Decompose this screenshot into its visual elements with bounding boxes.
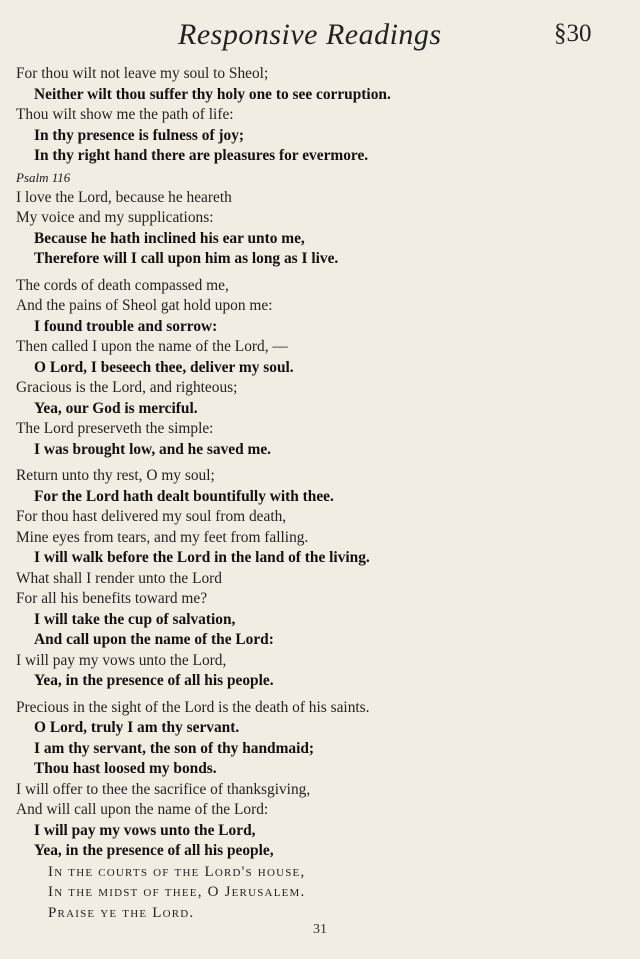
response-line: And call upon the name of the Lord: bbox=[34, 631, 274, 648]
verse-line: Then called I upon the name of the Lord, — bbox=[16, 338, 288, 355]
verse-line: And will call upon the name of the Lord: bbox=[16, 801, 269, 818]
response-line: Therefore will I call upon him as long as I live. bbox=[34, 250, 339, 267]
response-line: In thy right hand there are pleasures for evermore. bbox=[34, 147, 369, 164]
running-title: Responsive Readings bbox=[178, 18, 442, 51]
verse-line: For thou hast delivered my soul from death, bbox=[16, 508, 287, 525]
verse-line: And the pains of Sheol gat hold upon me: bbox=[16, 297, 273, 314]
response-line: Thou hast loosed my bonds. bbox=[34, 760, 217, 777]
section-number: §30 bbox=[554, 20, 592, 47]
response-line: Yea, in the presence of all his people. bbox=[34, 672, 274, 689]
response-line: I will walk before the Lord in the land of the living. bbox=[34, 549, 370, 566]
response-line: I was brought low, and he saved me. bbox=[34, 440, 272, 458]
response-line: O Lord, truly I am thy servant. bbox=[34, 719, 240, 736]
page-header bbox=[0, 14, 640, 58]
response-line: In thy presence is fulness of joy; bbox=[34, 126, 245, 144]
response-line: Yea, our God is merciful. bbox=[34, 399, 198, 417]
closing-line: Praise ye the Lord. bbox=[48, 904, 195, 921]
response-line: For the Lord hath dealt bountifully with thee. bbox=[34, 487, 334, 505]
verse-line: Mine eyes from tears, and my feet from falling. bbox=[16, 528, 309, 546]
verse-line: Precious in the sight of the Lord is the death of his saints. bbox=[16, 698, 370, 716]
verse-line: For thou wilt not leave my soul to Sheol; bbox=[16, 65, 269, 82]
verse-line: Thou wilt show me the path of life: bbox=[16, 106, 234, 123]
verse-line: Return unto thy rest, O my soul; bbox=[16, 467, 215, 484]
closing-line: In the courts of the Lord's house, bbox=[48, 863, 306, 880]
response-line: I found trouble and sorrow: bbox=[34, 317, 218, 335]
verse-line: The cords of death compassed me, bbox=[16, 276, 229, 294]
response-line: Because he hath inclined his ear unto me, bbox=[34, 229, 305, 247]
response-line: Neither wilt thou suffer thy holy one to see corruption. bbox=[34, 85, 391, 103]
closing-line: In the midst of thee, O Jerusalem. bbox=[48, 884, 306, 900]
response-line: I will take the cup of salvation, bbox=[34, 610, 236, 628]
verse-line: The Lord preserveth the simple: bbox=[16, 420, 214, 437]
verse-line: Gracious is the Lord, and righteous; bbox=[16, 379, 238, 396]
verse-line: For all his benefits toward me? bbox=[16, 590, 208, 607]
reading-text bbox=[16, 64, 631, 923]
verse-line: I will offer to thee the sacrifice of thanksgiving, bbox=[16, 780, 311, 798]
verse-line: What shall I render unto the Lord bbox=[16, 569, 222, 587]
verse-line: I will pay my vows unto the Lord, bbox=[16, 651, 227, 669]
response-line: I will pay my vows unto the Lord, bbox=[34, 821, 256, 839]
response-line: I am thy servant, the son of thy handmaid; bbox=[34, 739, 315, 757]
response-line: Yea, in the presence of all his people, bbox=[34, 842, 274, 859]
psalm-label: Psalm 116 bbox=[16, 169, 71, 185]
page-number: 31 bbox=[313, 922, 327, 937]
verse-line: My voice and my supplications: bbox=[16, 209, 214, 226]
verse-line: I love the Lord, because he heareth bbox=[16, 188, 232, 206]
response-line: O Lord, I beseech thee, deliver my soul. bbox=[34, 358, 294, 376]
